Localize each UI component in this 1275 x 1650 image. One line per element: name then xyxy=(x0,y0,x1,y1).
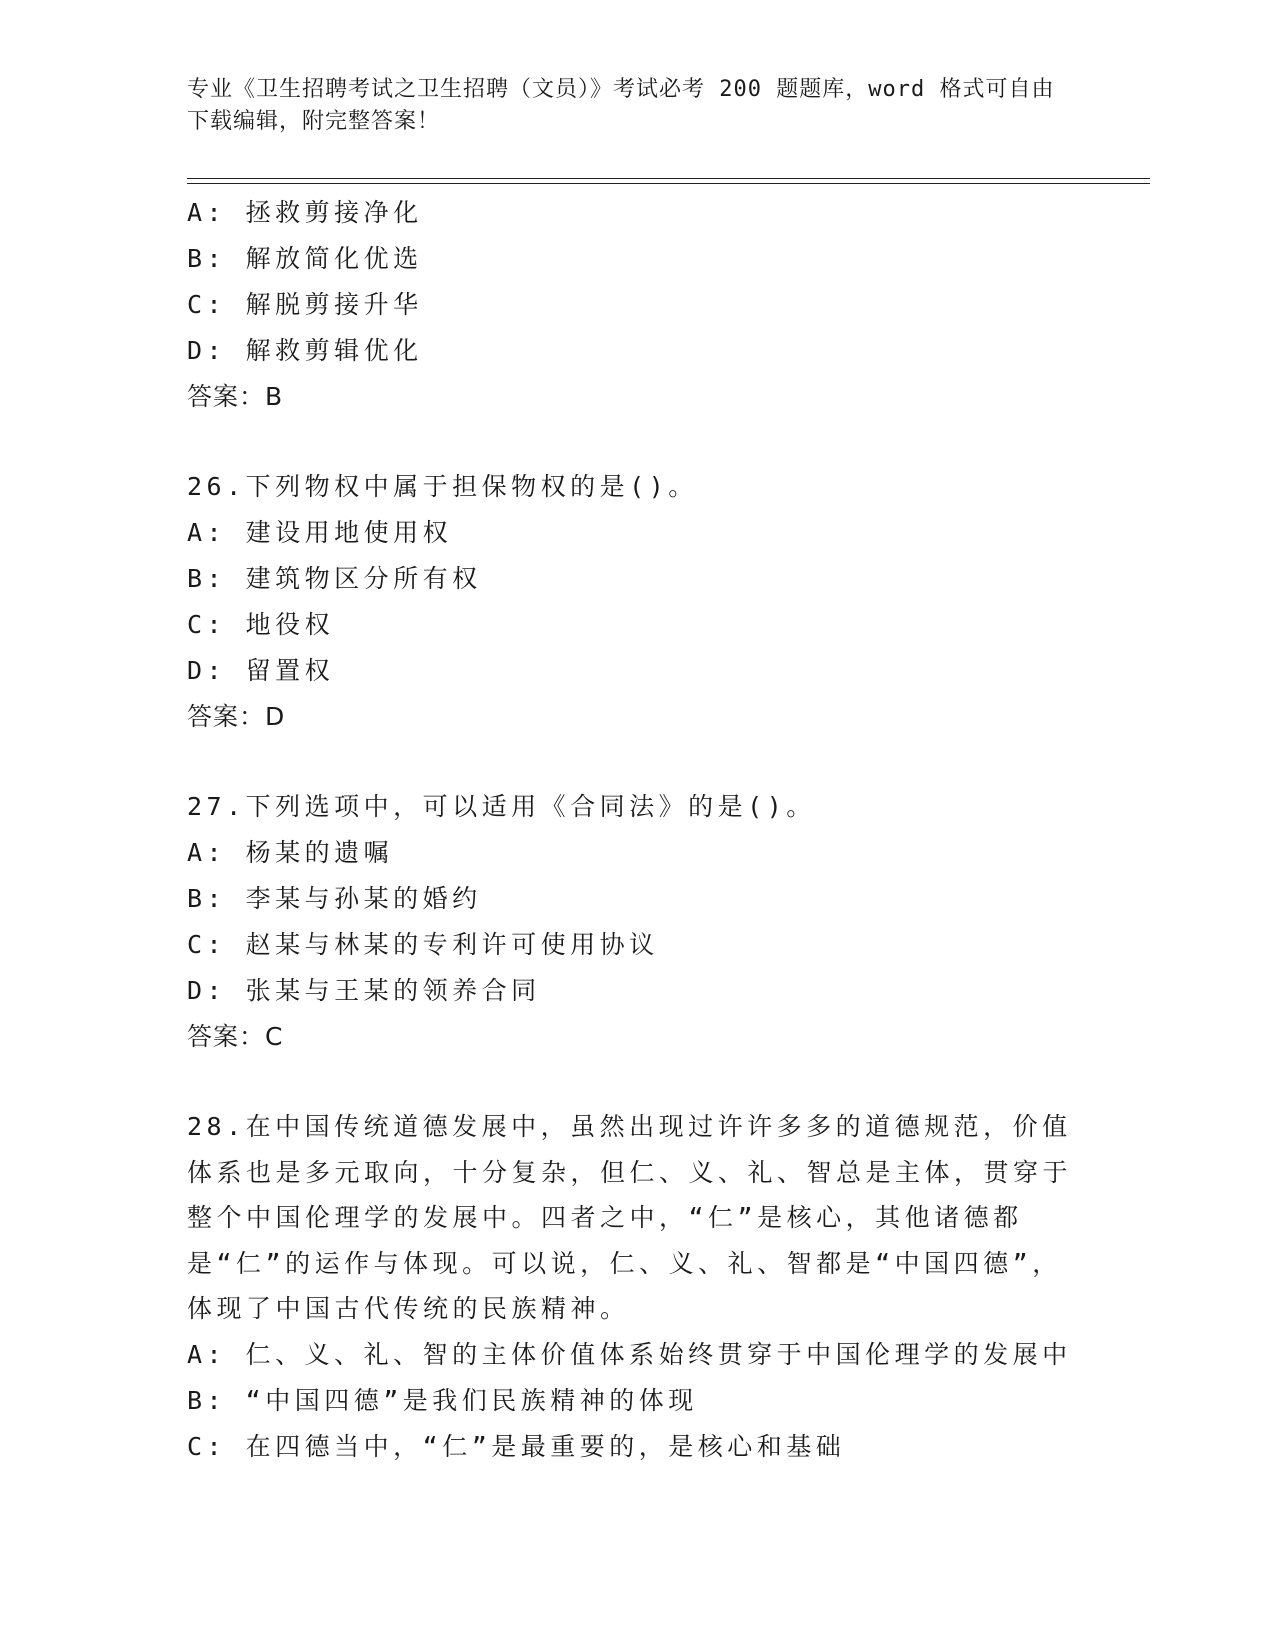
question-28 xyxy=(187,1104,1087,1470)
option-c: C: 地役权 xyxy=(187,610,335,639)
option-a: A: 拯救剪接净化 xyxy=(187,198,423,227)
option-c: C: 解脱剪接升华 xyxy=(187,290,423,319)
spacer xyxy=(187,420,1087,464)
option-b: B: 解放简化优选 xyxy=(187,244,423,273)
question-stem: 26.下列物权中属于担保物权的是()。 xyxy=(187,472,698,501)
answer: 答案：D xyxy=(187,702,286,731)
answer: 答案：B xyxy=(187,382,284,411)
option-d: D: 留置权 xyxy=(187,656,335,685)
option-b: B: “中国四德”是我们民族精神的体现 xyxy=(187,1385,698,1415)
option-a: A: 仁、义、礼、智的主体价值体系始终贯穿于中国伦理学的发展中 xyxy=(187,1339,1072,1369)
document-header: 专业《卫生招聘考试之卫生招聘（文员）》考试必考 200 题题库，word 格式可自由下载编辑，附完整答案！ xyxy=(187,77,1055,134)
option-a: A: 建设用地使用权 xyxy=(187,518,453,547)
option-c: C: 在四德当中，“仁”是最重要的，是核心和基础 xyxy=(187,1431,846,1461)
option-c: C: 赵某与林某的专利许可使用协议 xyxy=(187,930,659,959)
spacer xyxy=(187,740,1087,784)
option-d: D: 解救剪辑优化 xyxy=(187,336,423,365)
question-27 xyxy=(187,784,1087,1060)
option-b: B: 李某与孙某的婚约 xyxy=(187,884,482,913)
header-divider xyxy=(187,178,1150,184)
spacer xyxy=(187,1060,1087,1104)
answer: 答案：C xyxy=(187,1022,284,1051)
question-25 xyxy=(187,190,1087,420)
question-list xyxy=(187,190,1087,1470)
option-a: A: 杨某的遗嘱 xyxy=(187,838,394,867)
option-d: D: 张某与王某的领养合同 xyxy=(187,976,541,1005)
option-b: B: 建筑物区分所有权 xyxy=(187,564,482,593)
question-26 xyxy=(187,464,1087,740)
question-stem: 28.在中国传统道德发展中，虽然出现过许许多多的道德规范，价值体系也是多元取向，十分复杂，但仁、义、礼、智总是主体，贯穿于整个中国伦理学的发展中。四者之中，“仁”是核心，其他诸德都是“仁”的运作与体现。可以说，仁、义、礼、智都是“中国四德”，体现了中国古代传统的民族精神。 xyxy=(187,1112,1073,1323)
question-stem: 27.下列选项中，可以适用《合同法》的是()。 xyxy=(187,792,816,821)
